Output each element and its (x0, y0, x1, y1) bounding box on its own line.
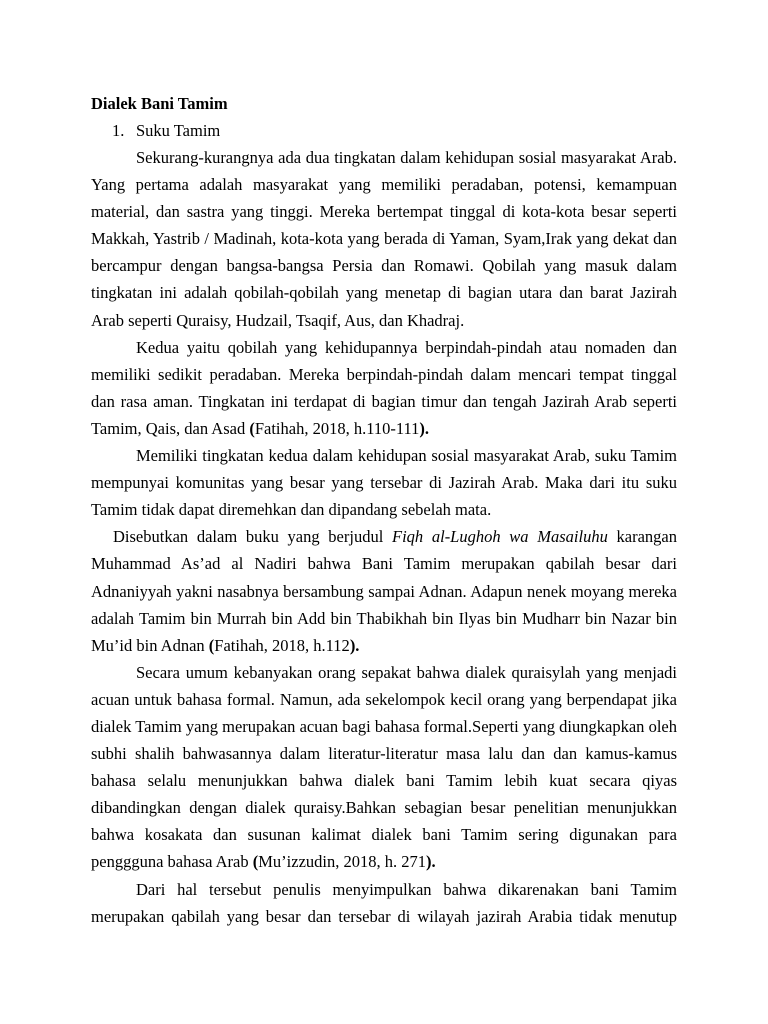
book-title: Fiqh al-Lughoh wa Masailuhu (392, 527, 608, 547)
paragraph-2-text: Kedua yaitu qobilah yang kehidupannya berpindah-pindah atau nomaden dan memiliki sedikit peradaban. Mereka berpindah-pindah dalam mencari tempat tinggal dan rasa aman. Tingkatan ini terdapat di bagian timur dan tengah Jazirah Arab seperti Tamim, Qais, dan Asad (91, 337, 677, 438)
paragraph-2 (91, 334, 677, 442)
citation: Mu’izzudin, 2018, h. 271 (258, 852, 426, 872)
list-label: Suku Tamim (136, 121, 221, 140)
paragraph-5 (91, 659, 677, 876)
citation-open: ( (252, 852, 259, 872)
citation-close: ). (425, 852, 436, 872)
list-item (91, 117, 677, 144)
citation: Fatihah, 2018, h.110-111 (254, 418, 420, 438)
document-page (91, 90, 677, 930)
paragraph-4 (91, 523, 677, 658)
citation: Fatihah, 2018, h.112 (214, 635, 350, 655)
list-number: 1. (112, 121, 125, 140)
paragraph-3: Memiliki tingkatan kedua dalam kehidupan sosial masyarakat Arab, suku Tamim mempunyai komunitas yang besar yang tersebar di Jazirah Arab. Maka dari itu suku Tamim tidak dapat diremehkan dan dipandang sebelah mata. (91, 446, 677, 520)
paragraph-5-text: Secara umum kebanyakan orang sepakat bahwa dialek quraisylah yang menjadi acuan untuk bahasa formal. Namun, ada sekelompok kecil orang yang berpendapat jika dialek Tamim yang merupakan acuan bagi bahasa formal.Seperti yang diungkapkan oleh subhi shalih bahwasannya dalam literatur-literatur masa lalu dan dan kamus-kamus bahasa selalu menunjukkan bahwa dialek bani Tamim lebih kuat secara qiyas dibandingkan dengan dialek quraisy.Bahkan sebagian besar penelitian menunjukkan bahwa kosakata dan susunan kalimat dialek bani Tamim sering digunakan para penggguna bahasa Arab (91, 662, 677, 872)
paragraph-4-pre: Disebutkan dalam buku yang berjudul (113, 527, 392, 547)
paragraph-6: Dari hal tersebut penulis menyimpulkan bahwa dikarenakan bani Tamim merupakan qabilah yang besar dan tersebar di wilayah jazirah Arabia tidak menutup (91, 879, 677, 926)
citation-open: ( (208, 635, 215, 655)
citation-open: ( (249, 418, 255, 438)
document-title: Dialek Bani Tamim (91, 94, 228, 113)
citation-close: ). (419, 418, 429, 438)
paragraph-4-post: karangan Muhammad As’ad al Nadiri bahwa Bani Tamim merupakan qabilah besar dari Adnaniyyah yakni nasabnya bersambung sampai Adnan. Adapun nenek moyang mereka adalah Tamim bin Murrah bin Add bin Thabikhah bin Ilyas bin Mudharr bin Nazar bin Mu’id bin Adnan (91, 527, 678, 655)
citation-close: ). (349, 635, 360, 655)
paragraph-1: Sekurang-kurangnya ada dua tingkatan dalam kehidupan sosial masyarakat Arab. Yang pertama adalah masyarakat yang memiliki peradaban, potensi, kemampuan material, dan sastra yang tinggi. Mereka bertempat tinggal di kota-kota besar seperti Makkah, Yastrib / Madinah, kota-kota yang berada di Yaman, Syam,Irak yang dekat dan bercampur dengan bangsa-bangsa Persia dan Romawi. Qobilah yang masuk dalam tingkatan ini adalah qobilah-qobilah yang menetap di bagian utara dan barat Jazirah Arab seperti Quraisy, Hudzail, Tsaqif, Aus, dan Khadraj. (91, 148, 677, 330)
